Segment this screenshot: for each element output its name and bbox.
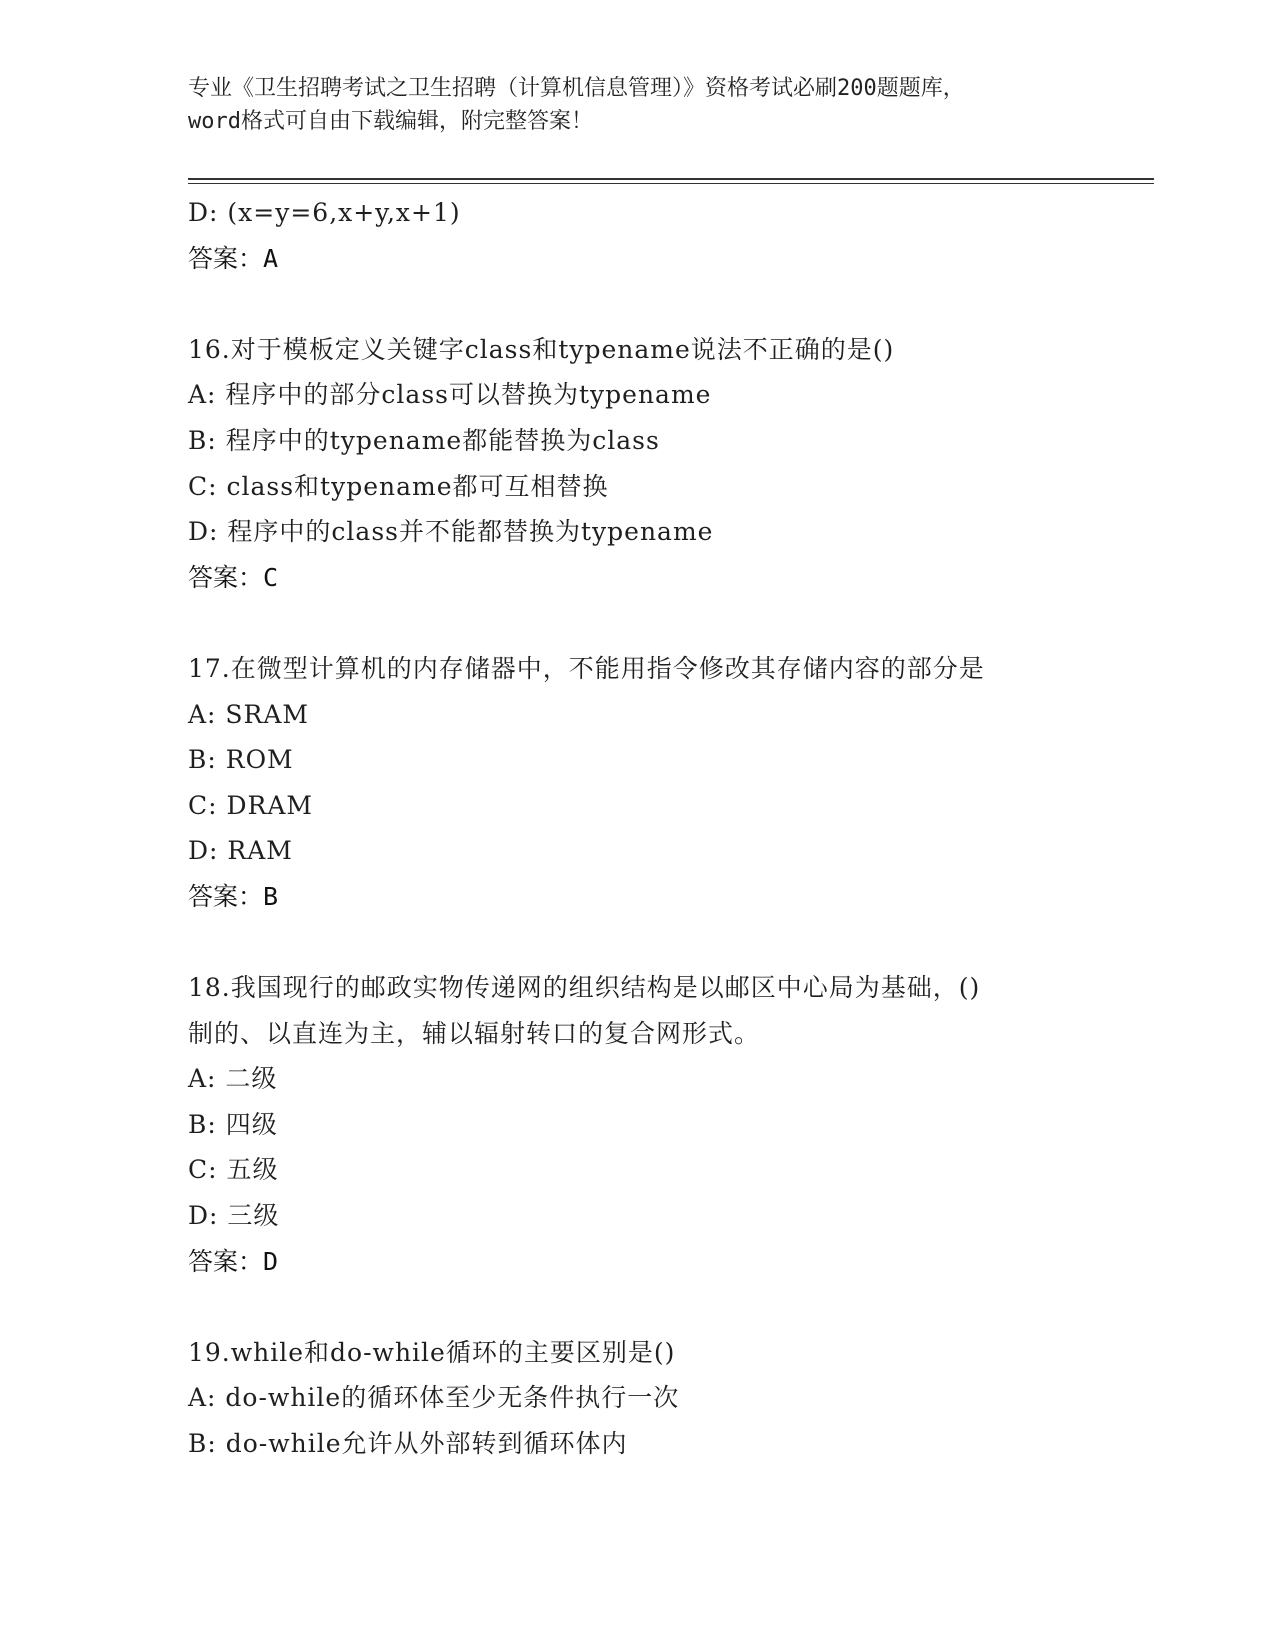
- option-b: B: ROM: [188, 745, 294, 775]
- answer: 答案：C: [188, 562, 279, 592]
- header-title-line-2: word格式可自由下载编辑，附完整答案！: [188, 109, 593, 134]
- question-19: [188, 1330, 1148, 1467]
- question-stem: 18.我国现行的邮政实物传递网的组织结构是以邮区中心局为基础，(): [188, 973, 981, 1003]
- option-d: D: 三级: [188, 1201, 280, 1231]
- document-header: [188, 72, 1088, 138]
- option-a: A: do-while的循环体至少无条件执行一次: [188, 1383, 680, 1413]
- option-d: D: 程序中的class并不能都替换为typename: [188, 517, 714, 547]
- header-divider-thick: [188, 178, 1154, 180]
- spacer: [188, 281, 1148, 327]
- question-stem: 17.在微型计算机的内存储器中，不能用指令修改其存储内容的部分是: [188, 653, 985, 683]
- answer: 答案：B: [188, 881, 279, 911]
- option-a: A: 二级: [188, 1064, 278, 1094]
- question-list: [188, 190, 1148, 1467]
- question-stem: 19.while和do-while循环的主要区别是(): [188, 1337, 676, 1367]
- spacer: [188, 920, 1148, 966]
- option-c: C: class和typename都可互相替换: [188, 471, 609, 501]
- option-c: C: DRAM: [188, 790, 314, 820]
- option-b: B: 程序中的typename都能替换为class: [188, 425, 660, 455]
- option-d-previous: D: (x=y=6,x+y,x+1): [188, 198, 461, 227]
- option-b: B: 四级: [188, 1109, 278, 1139]
- option-a: A: SRAM: [188, 699, 310, 729]
- header-divider-thin: [188, 183, 1154, 184]
- question-stem-continued: 制的、以直连为主，辅以辐射转口的复合网形式。: [188, 1018, 761, 1048]
- question-stem: 16.对于模板定义关键字class和typename说法不正确的是(): [188, 334, 895, 364]
- question-17: [188, 646, 1148, 920]
- option-a: A: 程序中的部分class可以替换为typename: [188, 380, 712, 410]
- option-c: C: 五级: [188, 1155, 279, 1185]
- question-16: [188, 327, 1148, 601]
- spacer: [188, 1284, 1148, 1330]
- option-d: D: RAM: [188, 836, 293, 866]
- question-18: [188, 965, 1148, 1284]
- option-b: B: do-while允许从外部转到循环体内: [188, 1429, 628, 1459]
- spacer: [188, 600, 1148, 646]
- answer: 答案：D: [188, 1246, 279, 1276]
- answer-previous: 答案：A: [188, 243, 279, 273]
- header-title-line-1: 专业《卫生招聘考试之卫生招聘（计算机信息管理）》资格考试必刷200题题库，: [188, 76, 965, 101]
